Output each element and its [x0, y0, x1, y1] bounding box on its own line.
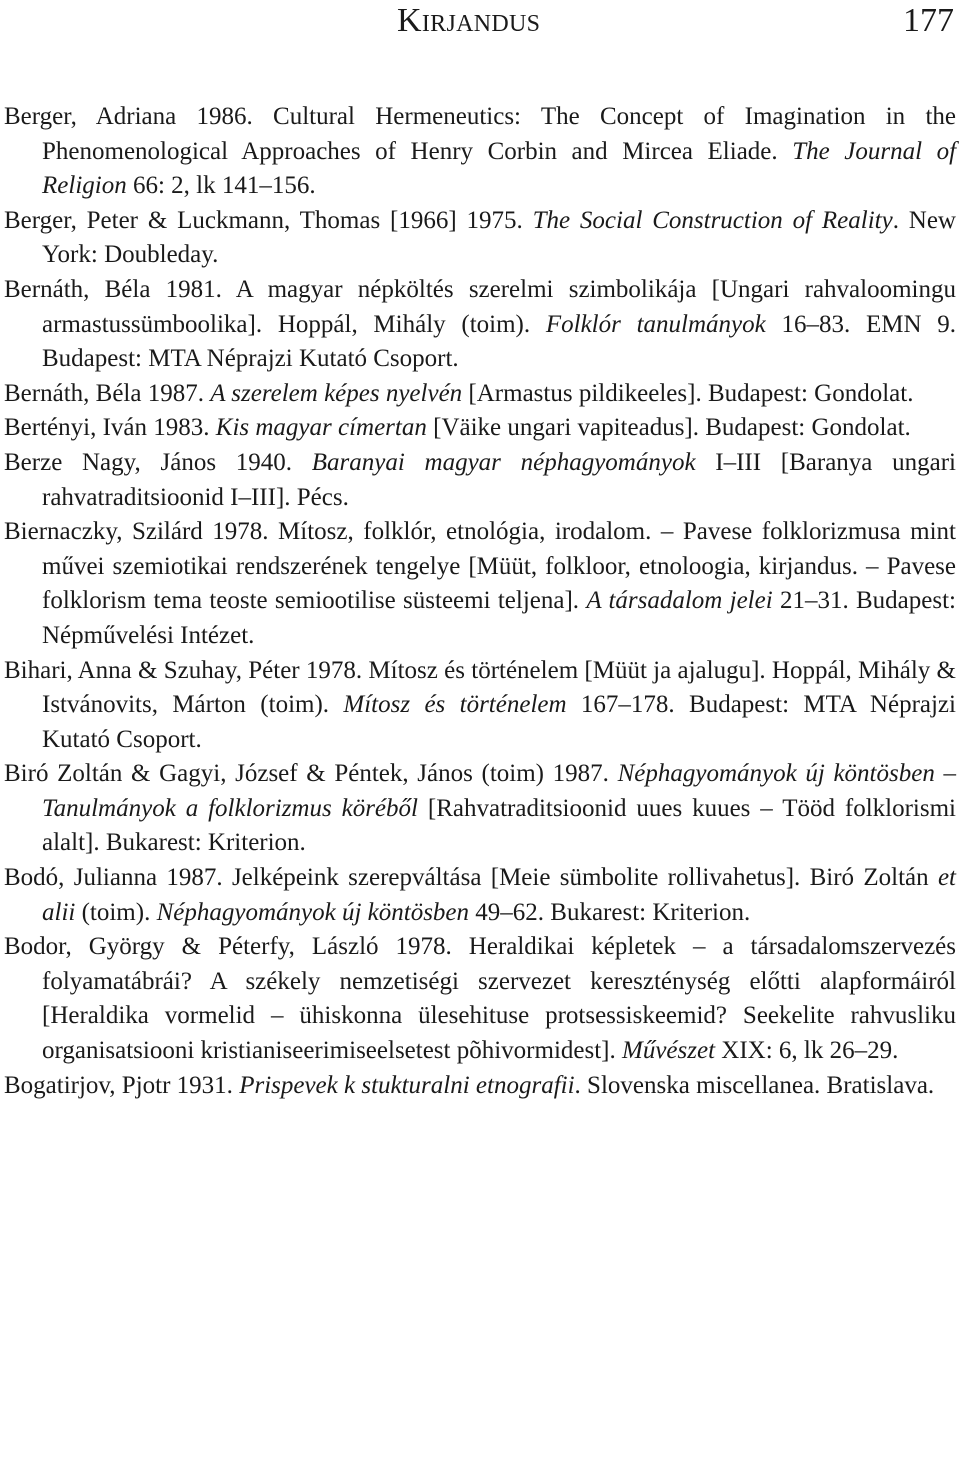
bibliography-entry	[4, 446, 956, 515]
entry-title-italic: Mítosz és történelem	[343, 691, 567, 719]
bibliography-list	[4, 100, 956, 1103]
entry-text: 49–62. Bukarest: Kriterion.	[469, 898, 751, 926]
page-number: 177	[903, 2, 954, 39]
entry-text: Bodó, Julianna 1987. Jelképeink szerepváltása [Meie sümbolite rollivahetus]. Biró Zoltán	[4, 864, 938, 892]
entry-text: Biró Zoltán & Gagyi, József & Péntek, János (toim) 1987.	[4, 760, 618, 788]
entry-text: (toim).	[75, 898, 157, 926]
entry-text: Bertényi, Iván 1983.	[4, 414, 216, 442]
bibliography-entry	[4, 654, 956, 758]
entry-text: Bihari, Anna & Szuhay, Péter 1978. Mítosz és történelem [Müüt ja ajalugu]. Hoppál, Mihály & Istvánovits, Márton (toim).	[4, 656, 956, 719]
entry-title-italic: The Social Construction of Reality	[532, 206, 893, 234]
entry-title-italic: A társadalom jelei	[586, 587, 773, 615]
bibliography-entry	[4, 377, 956, 412]
entry-text: [Armastus pildikeeles]. Budapest: Gondolat.	[462, 379, 914, 407]
bibliography-entry	[4, 515, 956, 653]
entry-title-italic: Néphagyományok új köntösben – Tanulmányok a folklorizmus köréből	[42, 760, 956, 822]
entry-title-italic: Baranyai magyar néphagyományok	[311, 448, 696, 476]
entry-text: [Väike ungari vapiteadus]. Budapest: Gondolat.	[426, 414, 911, 442]
bibliography-entry	[4, 100, 956, 204]
entry-text: Berze Nagy, János 1940.	[4, 448, 312, 476]
entry-text: XIX: 6, lk 26–29.	[715, 1037, 899, 1065]
entry-text: 16–83. EMN 9. Budapest: MTA Néprajzi Kutató Csoport.	[42, 310, 956, 373]
entry-text: Berger, Peter & Luckmann, Thomas [1966] 1975.	[4, 206, 533, 234]
bibliography-entry	[4, 273, 956, 377]
entry-text: Bogatirjov, Pjotr 1931.	[4, 1071, 240, 1099]
entry-text: Bodor, György & Péterfy, László 1978. Heraldikai képletek – a társadalomszervezés folyamatábrái? A székely nemzetiségi szervezet kereszténység előtti alapformáiról [Heraldika vormelid – ühiskonna ülesehituse protsessiskeemid? Seekelite rahvusliku organisatsiooni kristianiseerimiseelsetest põhivormidest].	[4, 933, 956, 1065]
bibliography-entry	[4, 757, 956, 861]
entry-text: . Slovenska miscellanea. Bratislava.	[574, 1071, 935, 1099]
bibliography-entry	[4, 861, 956, 930]
bibliography-entry	[4, 1069, 956, 1104]
running-head: Kirjandus	[397, 2, 541, 39]
entry-text: 167–178. Budapest: MTA Néprajzi Kutató Csoport.	[42, 691, 956, 753]
entry-text: . New York: Doubleday.	[42, 206, 956, 269]
page-header	[0, 2, 960, 50]
entry-text: [Rahvatraditsioonid uues kuues – Tööd folklorismi alalt]. Bukarest: Kriterion.	[42, 794, 956, 857]
entry-text: Berger, Adriana 1986. Cultural Hermeneutics: The Concept of Imagination in the Phenomenological Approaches of Henry Corbin and Mircea Eliade.	[4, 103, 956, 165]
bibliography-entry	[4, 204, 956, 273]
entry-title-italic: Kis magyar címertan	[215, 414, 427, 442]
entry-text: Bernáth, Béla 1987.	[4, 379, 211, 407]
entry-title-italic: Néphagyományok új köntösben	[156, 898, 470, 926]
entry-text: Biernaczky, Szilárd 1978. Mítosz, folklór, etnológia, irodalom. – Pavese folklorizmusa mint művei szemiotikai rendszerének tengelye [Müüt, folkloor, etnoloogia, kirjandus. – Pavese folklorism tema teoste semiootilise süsteemi teljena].	[4, 518, 956, 615]
entry-title-italic: Prispevek k stukturalni etnografii	[239, 1071, 575, 1099]
entry-text: 21–31. Budapest: Népművelési Intézet.	[42, 587, 956, 649]
entry-title-italic: A szerelem képes nyelvén	[210, 379, 463, 407]
entry-title-italic: et alii	[42, 864, 956, 926]
bibliography-entry	[4, 411, 956, 446]
entry-title-italic: The Journal of Religion	[42, 137, 957, 200]
entry-text: I–III [Baranya ungari rahvatraditsioonid I–III]. Pécs.	[42, 448, 956, 511]
entry-title-italic: Folklór tanulmányok	[545, 310, 766, 338]
entry-title-italic: Művészet	[622, 1037, 716, 1065]
entry-text: 66: 2, lk 141–156.	[126, 172, 316, 200]
bibliography-entry	[4, 930, 956, 1068]
entry-text: Bernáth, Béla 1981. A magyar népköltés szerelmi szimbolikája [Ungari rahvaloomingu armastussümboolika]. Hoppál, Mihály (toim).	[4, 275, 956, 338]
